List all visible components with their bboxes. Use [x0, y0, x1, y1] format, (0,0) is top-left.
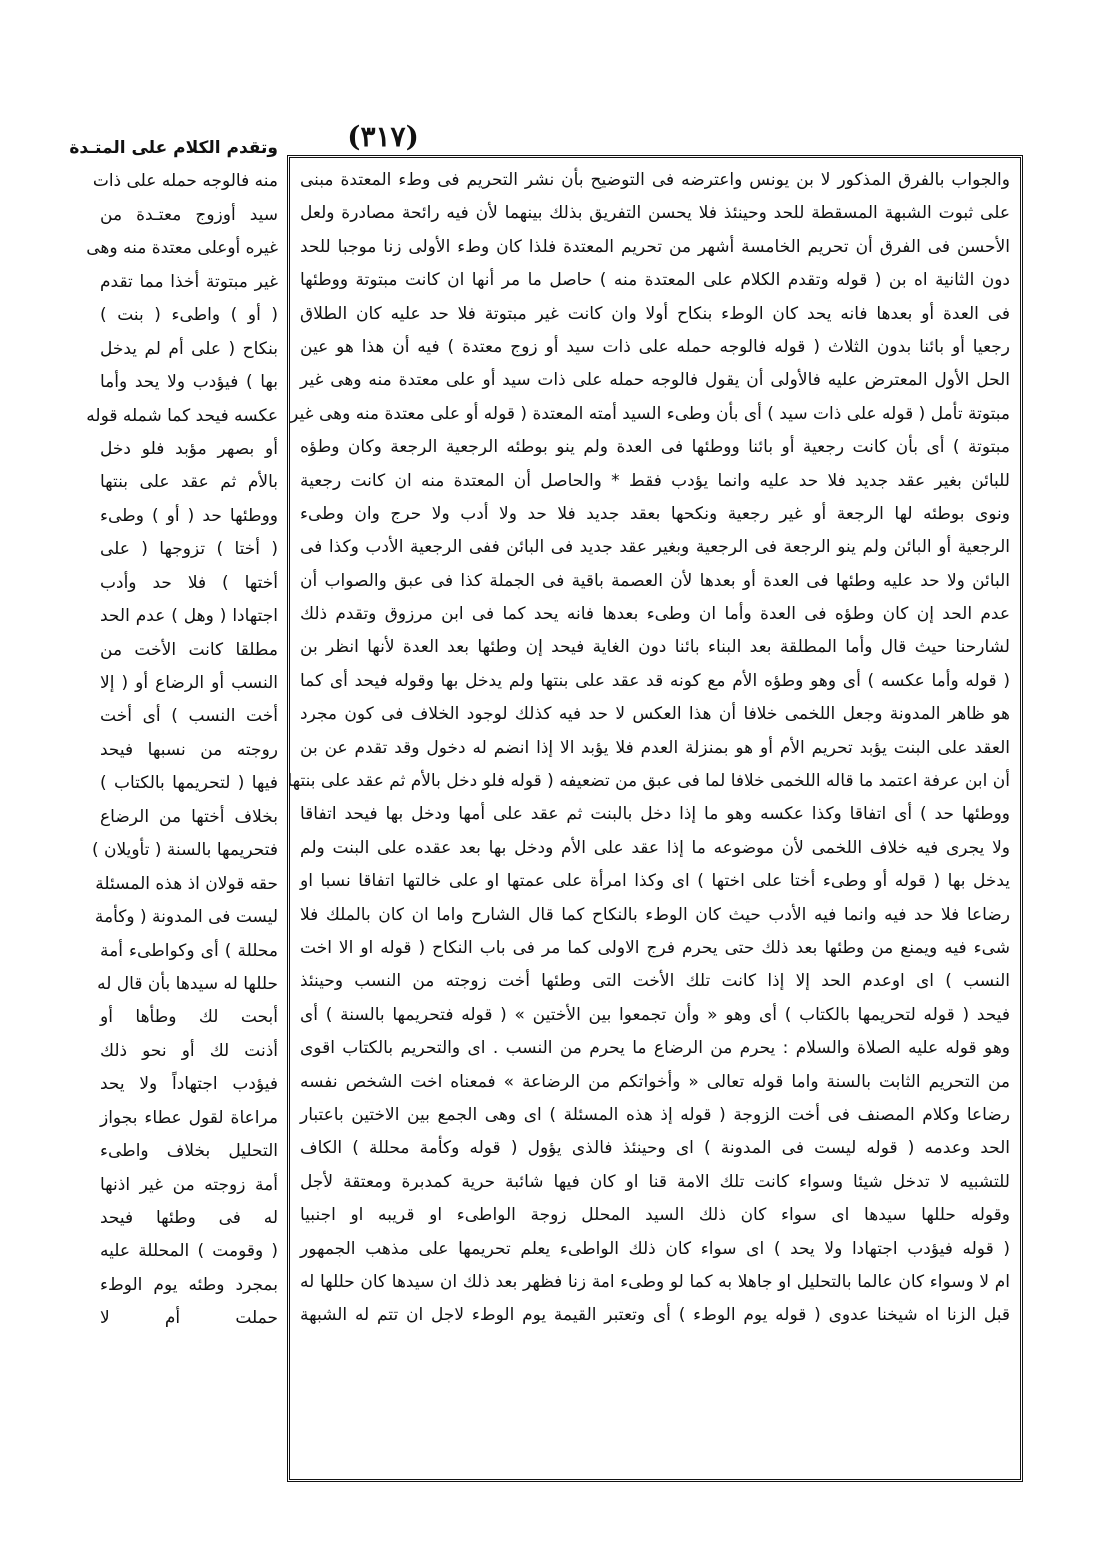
margin-line: ليست فى المدونة ( وكأمة	[94, 907, 278, 928]
text-line: أن ابن عرفة اعتمد ما قاله اللخمى خلافا لما فى عبق من تضعيفه ( قوله فلو دخل بالأم ثم عقد على بنتها	[287, 771, 1010, 792]
text-line: فى العدة أو بعدها فانه يحد كان الوطء بنكاح أولا وان كانت غير مبتوتة فلا حد عليه كان الطلاق	[300, 303, 1010, 324]
text-line: البائن ولا حد عليه وطئها فى العدة أو بعدها لأن العصمة باقية فى الجملة كذا فى عبق والصواب أن	[300, 570, 1010, 591]
text-line: قبل الزنا اه شيخنا عدوى ( قوله يوم الوطء ) أى وتعتبر القيمة يوم الوطء لاجل ان تتم له الشبهة	[300, 1305, 1010, 1326]
text-line: الأحسن فى الفرق أن تحريم الخامسة أشهر من تحريم المعتدة فلذا كان وطء الأولى زنا موجبا للحد	[300, 236, 1010, 257]
text-line: دون الثانية اه بن ( قوله وتقدم الكلام على المعتدة منه ) حاصل ما مر أنها ان كانت مبتوتة ووطئها	[300, 270, 1010, 291]
margin-line: عكسه فيحد كما شمله قوله	[86, 405, 278, 426]
main-text	[287, 164, 1010, 1333]
margin-line: له فى وطئها فيحد	[100, 1208, 278, 1228]
margin-line: أو بصهر مؤبد فلو دخل	[100, 438, 278, 459]
margin-line: فتحريمها بالسنة ( تأويلان )	[91, 840, 278, 861]
margin-line: فيؤدب اجتهاداً ولا يحد	[100, 1074, 278, 1095]
text-line: شىء فيه ويمنع من وطئها بعد ذلك حتى يحرم فرج الاولى كما مر فى باب النكاح ( قوله او الا اخت	[300, 937, 1010, 958]
text-line: ونوى بوطئه لها الرجعة أو غير رجعية ونكحها بعقد جديد فلا حد ولا أدب ولا حرج وان وطىء	[300, 503, 1010, 524]
margin-line: فيها ( لتحريمها بالكتاب )	[100, 773, 278, 794]
margin-line: روجته من نسبها فيحد	[100, 739, 278, 760]
margin-line: حملت أم لا	[100, 1308, 278, 1329]
margin-line: بها ) فيؤدب ولا يحد وأما	[100, 372, 278, 393]
margin-line: التحليل بخلاف واطىء	[100, 1141, 278, 1162]
margin-line: سيد أوزوج معتـدة من	[100, 204, 278, 225]
margin-line: غير مبتوتة أخذا مما تقدم	[100, 271, 278, 292]
text-line: الحد وعدمه ( قوله ليست فى المدونة ) اى وحينئذ فالذى يؤول ( قوله وكأمة محللة ) الكاف	[300, 1138, 1010, 1159]
margin-line: بنكاح ( على أم لم يدخل	[100, 338, 278, 359]
margin-line: أختها ) فلا حد وأدب	[100, 572, 278, 593]
text-line: وهو قوله عليه الصلاة والسلام : يحرم من الرضاع ما يحرم من النسب . اى والتحريم بالكتاب اقوى	[300, 1038, 1010, 1059]
text-line: ووطئها حد ) أى اتفاقا وكذا عكسه وهو ما إذا دخل بالبنت ثم عقد على أمها ودخل بها فيحد اتفاقا	[300, 804, 1010, 825]
text-line: هو ظاهر المدونة وجعل اللخمى خلافا أن هذا العكس لا حد فيه كذلك لوجود الخلاف فى كون مجرد	[300, 704, 1010, 725]
margin-line: ( أو ) واطىء ( بنت )	[100, 305, 278, 326]
margin-line: ( وقومت ) المحللة عليه	[100, 1241, 278, 1262]
page-number: (٣١٧)	[347, 120, 419, 153]
text-line: ام لا وسواء كان عالما بالتحليل او جاهلا به كما لو وطىء امة زنا فظهر بعد ذلك ان سيدها كان حللها له	[300, 1271, 1010, 1292]
margin-line: اجتهادا ( وهل ) عدم الحد	[100, 606, 278, 627]
margin-line: بمجرد وطئه يوم الوطء	[100, 1274, 278, 1295]
text-line: ( قوله فيؤدب اجتهادا ولا يحد ) اى سواء كان ذلك الواطىء يعلم تحريمها على مذهب الجمهور	[300, 1238, 1010, 1259]
margin-line: ووطئها حد ( أو ) وطىء	[100, 505, 278, 526]
margin-line: مطلقا كانت الأخت من	[100, 639, 278, 660]
margin-line: غيره أوعلى معتدة منه وهى	[86, 238, 278, 259]
margin-line: وتقدم الكلام على المتـدة	[69, 138, 278, 158]
text-line: رضاعا فلا حد فيه وانما فيه الأدب حيث كان الوطء بالنكاح كما قال الشارح واما ان كان بالملك فلا	[300, 904, 1010, 925]
text-line: العقد على البنت يؤبد تحريم الأم أو هو بمنزلة العدم فلا يؤبد الا إذا انضم له دخول وقد تقدم عن بن	[300, 737, 1010, 758]
margin-line: بخلاف أختها من الرضاع	[100, 806, 278, 827]
margin-line: منه فالوجه حمله على ذات	[92, 171, 278, 192]
margin-line: أمة زوجته من غير اذنها	[100, 1174, 278, 1195]
text-line: مبتوتة تأمل ( قوله على ذات سيد ) أى بأن وطىء السيد أمته المعتدة ( قوله أو على معتدة منه وهى غير	[290, 403, 1010, 424]
text-line: يدخل بها ( قوله أو وطىء أختا على اختها ) اى وكذا امرأة على عمتها او على خالتها اتفاقا نسبا او	[300, 871, 1010, 892]
text-line: ( قوله وأما عكسه ) أى وهو وطؤه الأم مع كونه قد عقد على بنتها ولم يدخل بها وقوله فيحد أى كما	[300, 670, 1010, 691]
margin-line: ( أختا ) تزوجها ( على	[100, 539, 278, 560]
margin-line: أخت النسب ) أى أخت	[100, 706, 278, 727]
text-line: وقوله حللها سيدها اى سواء كان ذلك السيد المحلل زوجة الواطىء او قريبه او اجنبيا	[300, 1205, 1010, 1226]
margin-line: محللة ) أى وكواطىء أمة	[100, 940, 278, 961]
text-line: رجعيا أو بائنا بدون الثلاث ( قوله فالوجه حمله على ذات سيد أو زوج معتدة ) فيه أن هذا هو عين	[300, 336, 1010, 357]
text-line: النسب ) اى اوعدم الحد إلا إذا كانت تلك الأخت التى وطئها أخت زوجته من النسب وحينئذ	[300, 971, 1010, 992]
margin-line: النسب أو الرضاع أو ( إلا	[100, 673, 278, 693]
main-text-frame	[287, 155, 1023, 1482]
text-line: الحل الأول المعترض عليه فالأولى أن يقول فالوجه حمله على ذات سيد أو على معتدة منه وهى غير	[300, 370, 1010, 391]
text-line: للبائن بغير عقد جديد فلا حد عليه وانما يؤدب فقط * والحاصل أن المعتدة منه ان كانت رجعية	[300, 470, 1010, 491]
text-line: الرجعية أو البائن ولم ينو الرجعة فى الرجعية وبغير عقد جديد فى البائن ففى الرجعية الأدب وكذا فى	[300, 537, 1010, 558]
text-line: ولا يجرى فيه خلاف اللخمى لأن موضوعه ما إذا عقد على الأم ودخل بها بعد عقده على البنت ولم	[300, 837, 1010, 858]
margin-line: أذنت لك أو نحو ذلك	[100, 1040, 278, 1061]
text-line: للتشبيه لا تدخل شيئا وسواء كانت تلك الامة قنا او كان فيها شائبة حرية كمدبرة ومعتقة لأجل	[300, 1171, 1010, 1192]
text-line: والجواب بالفرق المذكور لا بن يونس واعترضه فى التوضيح بأن نشر التحريم فى وطء المعتدة مبنى	[300, 170, 1010, 190]
text-line: مبتوتة ) أى بأن كانت رجعية أو بائنا ووطئها فى العدة ولم ينو بوطئه الرجعية الرجعة وكان وطؤه	[300, 437, 1010, 458]
text-line: من التحريم الثابت بالسنة واما قوله تعالى « وأخواتكم من الرضاعة » فمعناه اخت الشخص نفسه	[300, 1071, 1010, 1092]
margin-line: أبحت لك وطأها أو	[100, 1007, 278, 1028]
text-line: فيحد ( قوله لتحريمها بالكتاب ) أى وهو « وأن تجمعوا بين الأختين » ( قوله فتحريمها بالسنة ) أى	[300, 1004, 1010, 1025]
margin-line: بالأم ثم عقد على بنتها	[100, 472, 278, 493]
margin-line: حقه قولان اذ هذه المسئلة	[95, 873, 278, 894]
text-line: عدم الحد إن كان وطؤه فى العدة وأما ان وطىء بعدها فانه يحد كما فى ابن مرزوق وتقدم ذلك	[300, 604, 1010, 625]
margin-commentary	[69, 132, 278, 1482]
text-line: رضاعا وكلام المصنف فى أخت الزوجة ( قوله إذ هذه المسئلة ) اى وهى الجمع بين الاختين باعتبار	[300, 1104, 1010, 1125]
margin-line: مراعاة لقول عطاء بجواز	[100, 1107, 278, 1128]
text-line: على ثبوت الشبهة المسقطة للحد وحينئذ فلا يحسن التفريق بذلك بينهما لأن فيه رائحة مصادرة ولعل	[300, 203, 1010, 224]
margin-line: حللها له سيدها بأن قال له	[97, 973, 278, 994]
text-line: لشارحنا حيث قال وأما المطلقة بعد البناء بائنا دون الغاية فيحد إن وطئها بعد العدة لأنها انظر بن	[300, 637, 1010, 658]
